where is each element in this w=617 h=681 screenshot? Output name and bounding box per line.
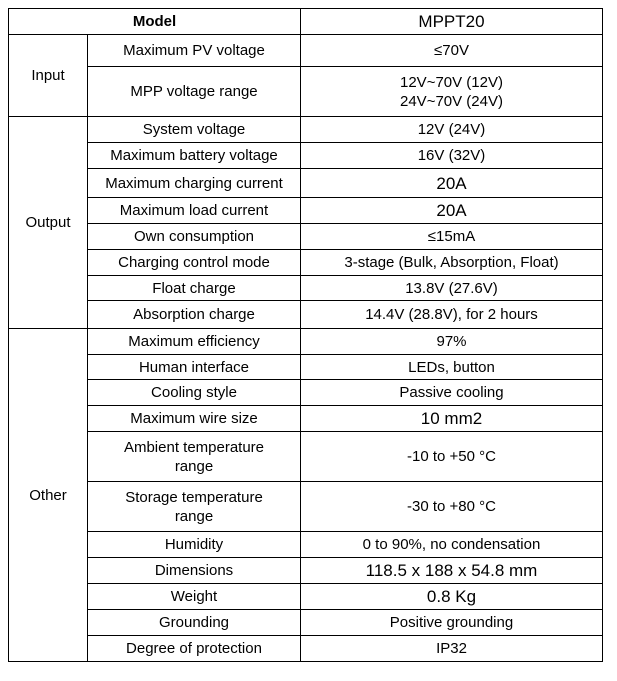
table-row bbox=[9, 636, 603, 662]
row-label: Maximum PV voltage bbox=[88, 35, 301, 67]
table-row bbox=[9, 143, 603, 169]
row-label: Charging control mode bbox=[88, 250, 301, 276]
table-row bbox=[9, 558, 603, 584]
group-input-label: Input bbox=[9, 35, 88, 117]
table-row bbox=[9, 198, 603, 224]
row-value: ≤70V bbox=[301, 35, 603, 67]
row-value: Passive cooling bbox=[301, 380, 603, 406]
table-row bbox=[9, 482, 603, 532]
table-row bbox=[9, 380, 603, 406]
row-label: MPP voltage range bbox=[88, 67, 301, 117]
row-label: Maximum charging current bbox=[88, 169, 301, 198]
table-row bbox=[9, 610, 603, 636]
row-label: Grounding bbox=[88, 610, 301, 636]
model-label: Model bbox=[9, 9, 301, 35]
row-label: Cooling style bbox=[88, 380, 301, 406]
row-label-line-1: Storage temperature bbox=[125, 488, 263, 506]
group-other-label: Other bbox=[9, 329, 88, 662]
header-row bbox=[9, 9, 603, 35]
row-value: ≤15mA bbox=[301, 224, 603, 250]
row-label: Own consumption bbox=[88, 224, 301, 250]
row-label: Absorption charge bbox=[88, 301, 301, 329]
row-value: 12V (24V) bbox=[301, 117, 603, 143]
row-label bbox=[88, 482, 301, 532]
row-value: 20A bbox=[301, 169, 603, 198]
row-value: Positive grounding bbox=[301, 610, 603, 636]
row-label: Human interface bbox=[88, 355, 301, 380]
row-value: 10 mm2 bbox=[301, 406, 603, 432]
row-label: Maximum battery voltage bbox=[88, 143, 301, 169]
table-row bbox=[9, 355, 603, 380]
row-label: System voltage bbox=[88, 117, 301, 143]
table-row bbox=[9, 532, 603, 558]
row-label-line-1: Ambient temperature bbox=[123, 438, 265, 456]
row-value: 16V (32V) bbox=[301, 143, 603, 169]
row-label-line-2: range bbox=[174, 507, 214, 525]
table-row bbox=[9, 117, 603, 143]
table-row bbox=[9, 250, 603, 276]
row-value-line-1: 12V~70V (12V) bbox=[400, 73, 503, 91]
row-label: Weight bbox=[88, 584, 301, 610]
table-row bbox=[9, 169, 603, 198]
table-row bbox=[9, 224, 603, 250]
row-value: 3-stage (Bulk, Absorption, Float) bbox=[301, 250, 603, 276]
table-row bbox=[9, 406, 603, 432]
row-value: -30 to +80 °C bbox=[301, 482, 603, 532]
row-label: Maximum wire size bbox=[88, 406, 301, 432]
row-value: 13.8V (27.6V) bbox=[301, 276, 603, 301]
row-value: 118.5 x 188 x 54.8 mm bbox=[301, 558, 603, 584]
group-output-label: Output bbox=[9, 117, 88, 329]
table-row bbox=[9, 301, 603, 329]
row-value: 0 to 90%, no condensation bbox=[301, 532, 603, 558]
row-label-line-2: range bbox=[174, 457, 214, 475]
table-row bbox=[9, 329, 603, 355]
spec-table bbox=[8, 8, 603, 662]
table-row bbox=[9, 276, 603, 301]
row-value: -10 to +50 °C bbox=[301, 432, 603, 482]
row-value bbox=[301, 67, 603, 117]
table-row bbox=[9, 35, 603, 67]
row-value: IP32 bbox=[301, 636, 603, 662]
table-row bbox=[9, 432, 603, 482]
row-label: Degree of protection bbox=[88, 636, 301, 662]
row-value: 20A bbox=[301, 198, 603, 224]
row-label: Dimensions bbox=[88, 558, 301, 584]
row-label bbox=[88, 432, 301, 482]
row-value-line-2: 24V~70V (24V) bbox=[400, 92, 503, 110]
row-value: 97% bbox=[301, 329, 603, 355]
row-value: 14.4V (28.8V), for 2 hours bbox=[301, 301, 603, 329]
table-row bbox=[9, 67, 603, 117]
row-value: LEDs, button bbox=[301, 355, 603, 380]
row-label: Maximum load current bbox=[88, 198, 301, 224]
row-label: Float charge bbox=[88, 276, 301, 301]
row-value: 0.8 Kg bbox=[301, 584, 603, 610]
row-label: Humidity bbox=[88, 532, 301, 558]
model-value: MPPT20 bbox=[301, 9, 603, 35]
row-label: Maximum efficiency bbox=[88, 329, 301, 355]
table-row bbox=[9, 584, 603, 610]
